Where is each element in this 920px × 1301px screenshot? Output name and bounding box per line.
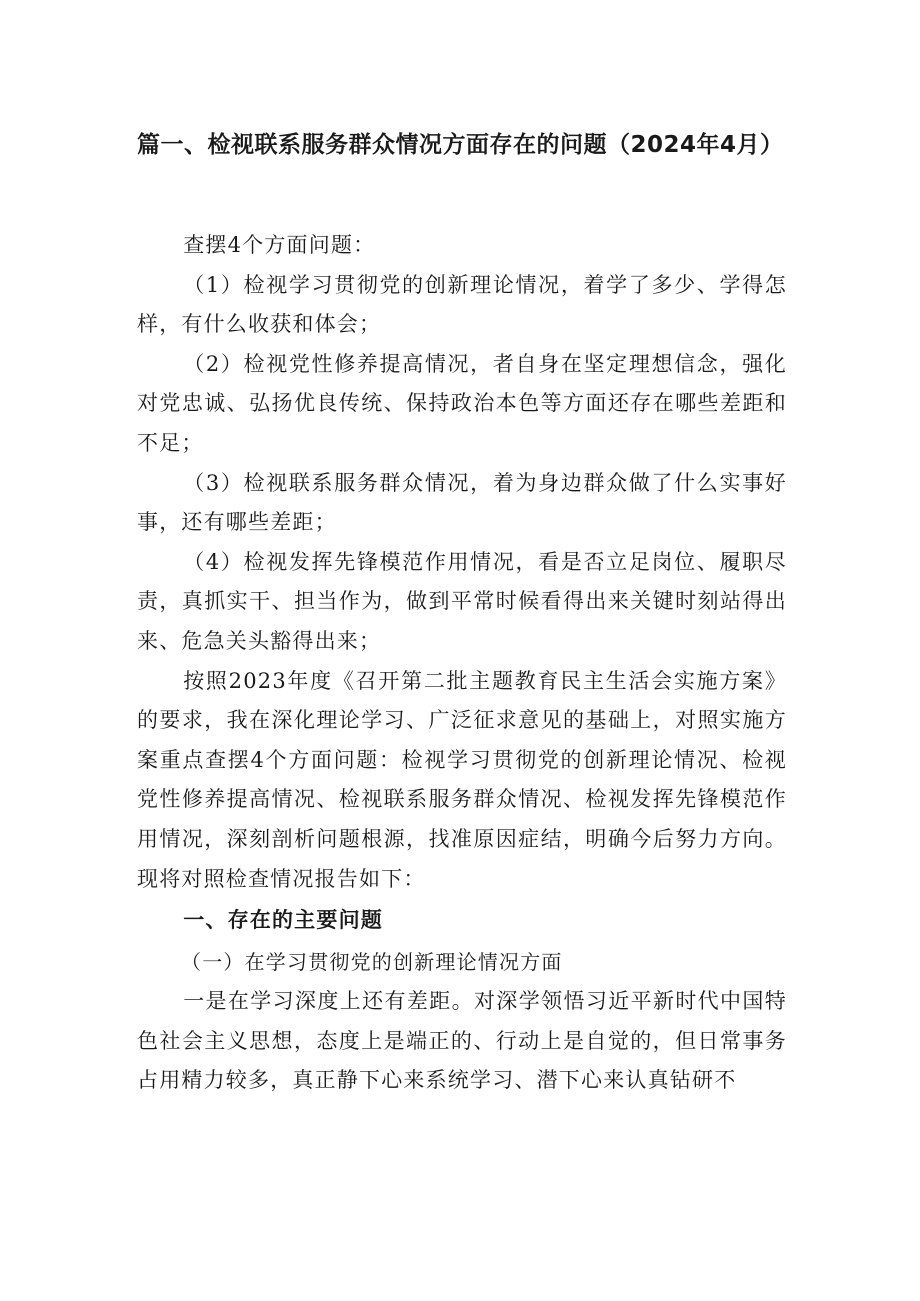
paragraph-item-1: （1）检视学习贯彻党的创新理论情况，着学了多少、学得怎样，有什么收获和体会； (137, 272, 787, 337)
paragraph-item-4: （4）检视发挥先锋模范作用情况，看是否立足岗位、履职尽责，真抓实干、担当作为，做到平常时候看得出来关键时刻站得出来、危急关头豁得出来； (137, 549, 787, 653)
document-title: 篇一、检视联系服务群众情况方面存在的问题（2024年4月） (137, 132, 784, 158)
paragraph-intro: 查摆4个方面问题： (183, 233, 376, 257)
paragraph-item-3: （3）检视联系服务群众情况，着为身边群众做了什么实事好事，还有哪些差距； (137, 470, 787, 535)
section-heading: 一、存在的主要问题 (183, 908, 383, 933)
paragraph-closing: 一是在学习深度上还有差距。对深学领悟习近平新时代中国特色社会主义思想，态度上是端正的、行动上是自觉的，但日常事务占用精力较多，真正静下心来系统学习、潜下心来认真钻研不 (137, 989, 787, 1093)
paragraph-summary: 按照2023年度《召开第二批主题教育民主生活会实施方案》的要求，我在深化理论学习、广泛征求意见的基础上，对照实施方案重点查摆4个方面问题：检视学习贯彻党的创新理论情况、检视党性修养提高情况、检视联系服务群众情况、检视发挥先锋模范作用情况，深刻剖析问题根源，找准原因症结，明确今后努力方向。现将对照检查情况报告如下： (137, 668, 787, 891)
paragraph-item-2: （2）检视党性修养提高情况，者自身在坚定理想信念，强化对党忠诚、弘扬优良传统、保持政治本色等方面还存在哪些差距和不足； (137, 351, 787, 455)
document-body (137, 226, 787, 1101)
subsection-heading: （一）在学习贯彻党的创新理论情况方面 (181, 949, 563, 974)
